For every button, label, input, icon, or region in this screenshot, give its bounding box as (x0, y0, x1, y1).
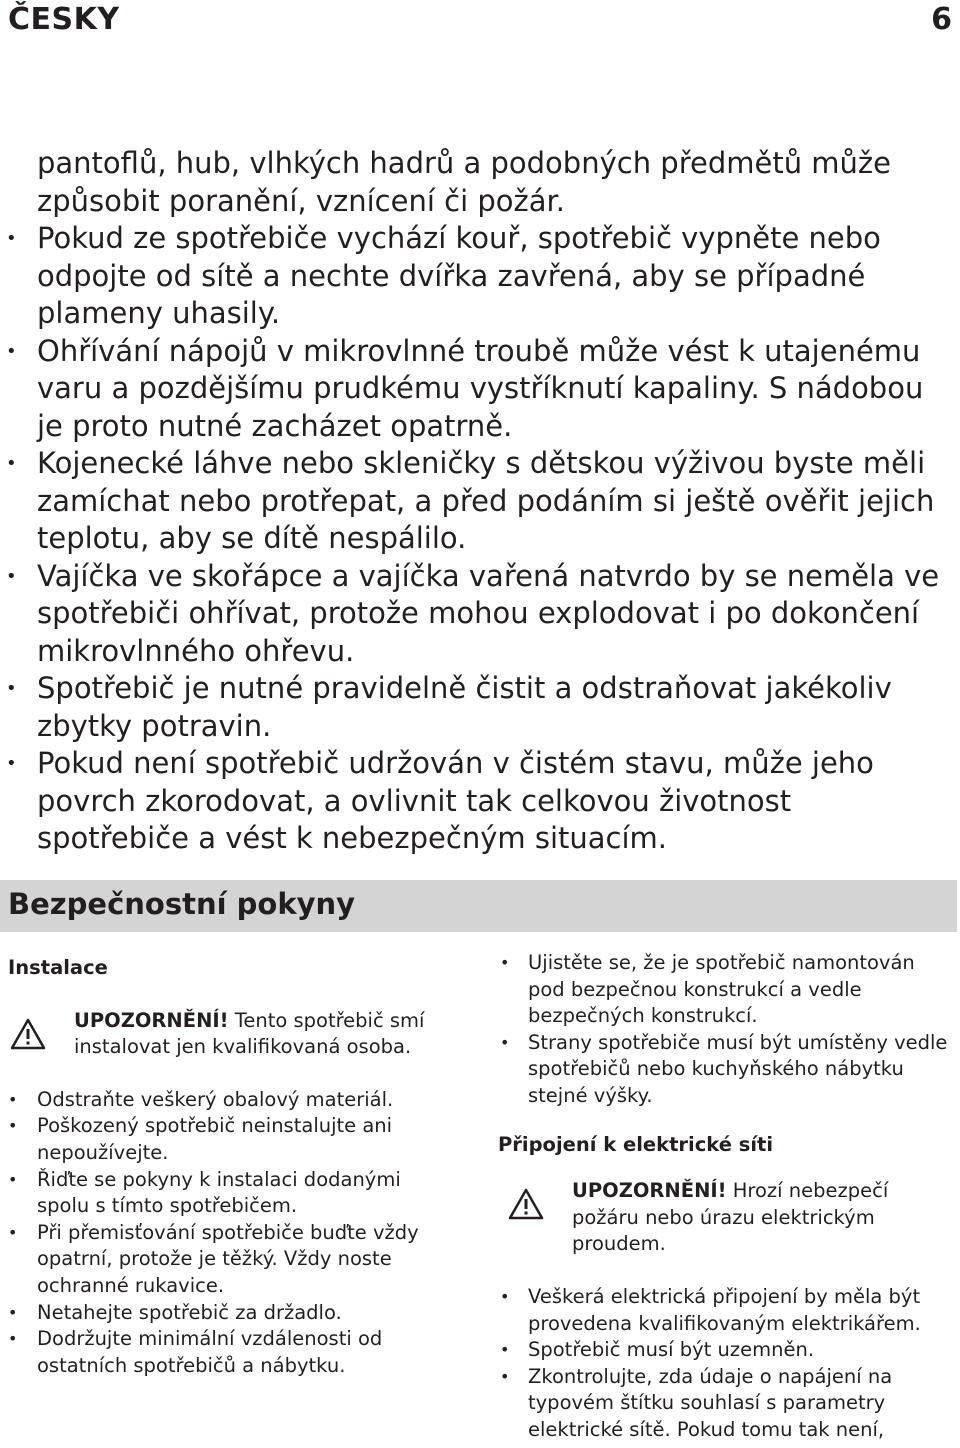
list-item: • Dodržujte minimální vzdálenosti od ostatních spotřebičů a nábytku. (0, 1326, 450, 1379)
list-item: • Kojenecké láhve nebo skleničky s dětskou výživou byste měli zamíchat nebo protřepat, a před podáním si ještě ověřit jejich teplotu, aby se dítě nespálilo. (0, 445, 940, 558)
list-item: • Vajíčka ve skořápce a vajíčka vařená natvrdo by se neměla ve spotřebiči ohřívat, protože mohou explodovat i po dokončení mikrovlnného ohřevu. (0, 558, 940, 671)
list-item: • Spotřebič je nutné pravidelně čistit a odstraňovat jakékoliv zbytky potravin. (0, 670, 940, 745)
warning-triangle-icon (508, 1188, 544, 1220)
page-header (0, 0, 960, 46)
list-item: • Ujistěte se, že je spotřebič namontován pod bezpečnou konstrukcí a vedle bezpečných konstrukcí. (498, 950, 948, 1030)
subheading-electrical: Připojení k elektrické síti (498, 1132, 774, 1156)
section-title: Bezpečnostní pokyny (8, 887, 356, 921)
intro-text (0, 145, 940, 858)
continuation-paragraph: pantoflů, hub, vlhkých hadrů a podobných předmětů může způsobit poranění, vznícení či požár. (37, 146, 891, 218)
intro-bullet-list (0, 220, 940, 858)
page-number: 6 (931, 2, 952, 37)
list-item: • Odstraňte veškerý obalový materiál. (0, 1087, 450, 1114)
list-item: • Veškerá elektrická připojení by měla být provedena kvalifikovaným elektrikářem. (498, 1284, 948, 1337)
warning-keyword: UPOZORNĚNÍ! (74, 1008, 229, 1032)
warning-text: Hrozí nebezpečí požáru nebo úrazu elektrickým proudem. (572, 1179, 889, 1256)
warning-keyword: UPOZORNĚNÍ! (572, 1179, 727, 1203)
subheading-installation: Instalace (8, 956, 108, 979)
list-item: • Netahejte spotřebič za držadlo. (0, 1300, 450, 1327)
list-item: • Při přemisťování spotřebiče buďte vždy opatrní, protože je těžký. Vždy noste ochranné rukavice. (0, 1220, 450, 1300)
electrical-bullet-list (498, 1284, 948, 1444)
warning-block (0, 1008, 450, 1061)
list-item: • Pokud není spotřebič udržován v čistém stavu, může jeho povrch zkorodovat, a ovlivnit tak celkovou životnost spotřebiče a vést k nebezpečným situacím. (0, 745, 940, 858)
language-label: ČESKY (8, 2, 120, 37)
list-item: • Pokud ze spotřebiče vychází kouř, spotřebič vypněte nebo odpojte od sítě a nechte dvířka zavřená, aby se případné plameny uhasily. (0, 220, 940, 333)
section-header-bar (0, 880, 957, 932)
list-item: • Spotřebič musí být uzemněn. (498, 1337, 948, 1364)
list-item: • Strany spotřebiče musí být umístěny vedle spotřebičů nebo kuchyňského nábytku stejné výšky. (498, 1030, 948, 1110)
list-item: • Zkontrolujte, zda údaje o napájení na typovém štítku souhlasí s parametry elektrické sítě. Pokud tomu tak není, (498, 1364, 948, 1444)
installation-bullet-list (0, 1087, 450, 1380)
right-column (498, 950, 948, 1444)
left-column (0, 950, 450, 1379)
construction-bullet-list (498, 950, 948, 1110)
list-item: • Poškozený spotřebič neinstalujte ani nepoužívejte. (0, 1113, 450, 1166)
list-item: • Řiďte se pokyny k instalaci dodanými spolu s tímto spotřebičem. (0, 1167, 450, 1220)
warning-text: Tento spotřebič smí instalovat jen kvalifikovaná osoba. (74, 1008, 425, 1059)
warning-block (498, 1178, 948, 1258)
warning-triangle-icon (10, 1018, 46, 1050)
list-item: • Ohřívání nápojů v mikrovlnné troubě může vést k utajenému varu a pozdějšímu prudkému vystříknutí kapaliny. S nádobou je proto nutné zacházet opatrně. (0, 333, 940, 446)
